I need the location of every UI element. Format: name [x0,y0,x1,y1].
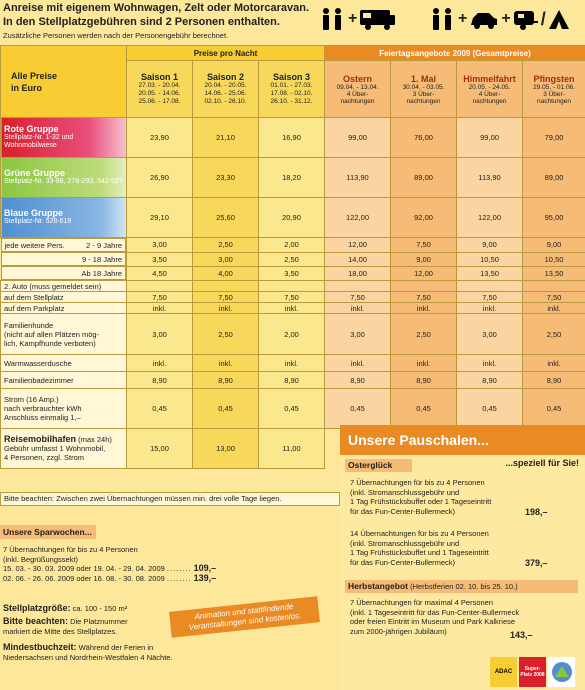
row-label: Warmwasserdusche [1,355,127,372]
price-cell: inkl. [325,303,391,314]
sparwochen-line2: 02. 06. - 26. 06. 2009 oder 16. 08. - 30. 08. 2009 [3,573,165,583]
price-cell: 7,50 [325,292,391,303]
plus-sign: + [501,10,511,27]
price-cell: 3,00 [127,314,193,355]
price-cell: 7,50 [523,292,585,303]
sparwochen-desc: 7 Übernachtungen für bis zu 4 Personen (inkl. Begrüßungssekt) [3,545,138,564]
mindest-value: Während der Ferien in Niedersachsen und Nordrhein-Westfalen 4 Nächte. [3,643,173,662]
price-cell: 8,90 [523,372,585,389]
holiday-nights: nachtungen [406,97,441,105]
price-cell: 95,00 [523,198,585,238]
price-cell: 13,50 [457,266,523,281]
season-name: Saison 1 [140,72,178,82]
price-cell: 89,00 [523,158,585,198]
pauschalen-title: Unsere Pauschalen... [340,425,585,455]
price-cell: 0,45 [523,389,585,429]
price-cell: 2,00 [259,238,325,253]
plus-sign: + [458,10,468,27]
price-cell: 23,30 [193,158,259,198]
season-date: 27.03. - 20.04. [138,82,181,89]
header-line-2: In den Stellplatzgebühren sind 2 Personen enthalten. [3,16,280,28]
empty-cell [127,281,193,292]
sparwochen-title: Unsere Sparwochen... [0,525,96,539]
persons-label: jede weitere Pers. [4,240,65,250]
empty-cell [259,281,325,292]
table-row [1,389,585,429]
person-age: 2 - 9 Jahre [86,240,122,250]
row-label: Familienhunde (nicht auf allen Plätzen mög- lich, Kampfhunde verboten) [1,314,127,355]
price-cell: inkl. [193,355,259,372]
price-cell: 26,90 [127,158,193,198]
price-cell: inkl. [259,355,325,372]
sparwochen-line1: 15. 03. - 30. 03. 2009 oder 19. 04. - 29. 04. 2009 [3,564,165,573]
price-cell: 25,60 [193,198,259,238]
price-cell: 8,90 [259,372,325,389]
price-cell: 29,10 [127,198,193,238]
price-cell: 7,50 [127,292,193,303]
table-note: Bitte beachten: Zwischen zwei Übernachtungen müssen min. drei volle Tage liegen. [0,492,340,506]
empty-cell [391,281,457,292]
price-cell: inkl. [193,303,259,314]
superplatz-logo: Super-Platz 2008 [519,657,546,687]
animation-banner: Animation und stattfindende Veranstaltungen sind kostenlos. [169,596,320,637]
row-label [1,266,127,280]
plus-sign: + [348,10,358,27]
price-cell: 18,20 [259,158,325,198]
caravan-icon [513,7,539,31]
sparwochen-price1: 109,– [193,563,217,573]
price-cell: 2,50 [259,252,325,266]
price-cell: 3,00 [193,252,259,266]
two-persons-icon [428,7,456,31]
offer1-price: 198,– [525,507,548,517]
empty-cell [325,281,391,292]
holiday-dates: 20.05. - 24.05. [468,83,511,91]
offer3-price: 143,– [510,630,533,640]
person-age: 9 - 18 Jahre [81,254,122,264]
price-cell: 2,50 [193,238,259,253]
holiday-dates: 09.04. - 13.04. [336,83,379,91]
group-sub: Stellplatz-Nr. 528-618 [4,218,72,225]
sparwochen-text: 7 Übernachtungen für bis zu 4 Personen (inkl. Begrüßungssekt) 15. 03. - 30. 03. 2009 oder 19. 04. - 29. 04. 2009 ........ 109,– 02. 06. - 26. 06. 2009 oder 16. 08. - 30. 08. 2009 ........ 139,– [3,545,217,583]
group-name: Rote Gruppe [4,124,59,134]
season-header-3 [259,61,325,118]
price-cell: 122,00 [457,198,523,238]
table-row [1,252,585,266]
price-cell: 2,50 [391,314,457,355]
table-row [1,281,585,292]
price-cell: 8,90 [127,372,193,389]
holiday-header-3 [457,61,523,118]
price-cell: 9,00 [523,238,585,253]
motorhome-icon [359,7,397,31]
row-label: auf dem Stellplatz [1,292,127,303]
price-cell: 92,00 [391,198,457,238]
persons-caravan-pictogram [318,6,397,32]
price-cell: 8,90 [457,372,523,389]
row-label: Strom (16 Amp.) nach verbrauchter kWh Anschluss einmalig 1,– [1,389,127,429]
price-cell: 18,00 [325,266,391,281]
price-cell: 23,90 [127,118,193,158]
row-label [1,429,127,469]
price-cell: inkl. [127,303,193,314]
holiday-header-4 [523,61,585,118]
osterglueck-label: Osterglück [345,459,412,472]
price-cell: 2,50 [523,314,585,355]
price-cell: 3,00 [127,238,193,253]
price-cell: inkl. [325,355,391,372]
mindest-label: Mindestbuchzeit: [3,642,77,652]
row-label: 2. Auto (muss gemeldet sein) [1,281,127,292]
season-date: 14.06. - 25.06. [204,90,247,97]
car-icon [469,7,499,31]
speziell-label: ...speziell für Sie! [505,458,579,468]
holiday-name: Ostern [343,73,373,84]
price-cell: 13,00 [193,429,259,469]
price-cell: 0,45 [457,389,523,429]
holiday-nights: nachtungen [340,97,375,105]
price-cell: 0,45 [259,389,325,429]
reise-sub: Gebühr umfasst 1 Wohnmobil, 4 Personen, zzgl. Strom [4,444,106,462]
price-cell: 8,90 [193,372,259,389]
offer3-text: 7 Übernachtungen für maximal 4 Personen (inkl. 1 Tageseintritt für das Fun-Center-Bullermeck oder freien Eintritt im Museum und Park Kalkriese zum 2000-jährigen Jubiläum) [350,598,520,636]
table-row [1,355,585,372]
table-row [1,314,585,355]
price-cell: 12,00 [325,238,391,253]
price-cell: 7,50 [391,238,457,253]
price-cell: 122,00 [325,198,391,238]
price-cell: inkl. [391,355,457,372]
price-cell: 15,00 [127,429,193,469]
price-cell: 2,50 [193,314,259,355]
price-cell: 76,00 [391,118,457,158]
holiday-dates: 29.05. - 01.06. [533,83,575,91]
season-date: 20.04. - 20.05. [204,82,247,89]
price-cell: 99,00 [325,118,391,158]
table-row [1,238,585,253]
holiday-nights: nachtungen [537,97,572,105]
table-row [1,266,585,281]
offer1-text: 7 Übernachtungen für bis zu 4 Personen (inkl. Stromanschlussgebühr und 1 Tag Frühstücksbuffet oder 1 Tageseintritt für das Fun-Center-Bullermeck) [350,478,492,516]
holiday-nights: 3 Über- [543,90,565,98]
persons-car-trailer-tent-pictogram [428,6,570,32]
season-header-2 [193,61,259,118]
herbst-label [345,580,578,593]
group-name: Blaue Gruppe [4,208,64,218]
season-date: 20.05. - 14.06. [138,90,181,97]
groesse-label: Stellplatzgröße: [3,603,71,613]
feiertag-header: Feiertagsangebote 2009 (Gesamtpreise) [325,46,585,61]
bitte-beachten [3,617,128,636]
group-sub: Stellplatz-Nr. 1-32 und Wohnmobilwiese [4,134,74,149]
price-cell: 113,90 [457,158,523,198]
row-label [1,118,127,158]
table-row [1,198,585,238]
row-label [1,198,127,238]
price-cell: 79,00 [523,118,585,158]
row-label: auf dem Parkplatz [1,303,127,314]
holiday-header-2 [391,61,457,118]
holiday-nights: 4 Über- [346,90,369,98]
reise-suffix: (max 24h) [76,435,112,444]
row-label: Familienbadezimmer [1,372,127,389]
two-persons-icon [318,7,346,31]
header-note: Zusätzliche Personen werden nach der Personengebühr berechnet. [3,31,229,40]
table-row [1,292,585,303]
price-cell: 113,90 [325,158,391,198]
price-cell: 7,50 [193,292,259,303]
price-cell: inkl. [259,303,325,314]
price-cell: 8,90 [325,372,391,389]
row-label [1,238,127,252]
preise-header: Preise pro Nacht [127,46,325,61]
row-label [1,252,127,266]
price-cell: 16,90 [259,118,325,158]
season-date: 02.10. - 26.10. [204,98,247,105]
slash: / [540,8,546,29]
holiday-nights: 4 Über- [478,90,501,98]
herbst-title: Herbstangebot [348,581,408,591]
logos [490,657,575,687]
header [0,0,585,45]
season-name: Saison 2 [206,72,244,82]
season-date: 01.01. - 27.03. [270,82,313,89]
stellplatzgroesse [3,604,127,614]
season-header-1 [127,61,193,118]
header-text [3,1,309,29]
price-cell: 3,00 [457,314,523,355]
price-cell: 13,50 [523,266,585,281]
person-age: Ab 18 Jahre [81,268,122,278]
price-cell: 99,00 [457,118,523,158]
price-cell: 20,90 [259,198,325,238]
season-name: Saison 3 [273,72,311,82]
price-cell: 9,00 [391,252,457,266]
price-cell: inkl. [391,303,457,314]
price-cell: 2,00 [259,314,325,355]
price-cell: 10,50 [457,252,523,266]
price-cell: 11,00 [259,429,325,469]
row-label [1,158,127,198]
holiday-name: Himmelfahrt [463,73,516,84]
price-cell: 3,00 [325,314,391,355]
group-sub: Stellplatz-Nr. 33-88, 278-293, 342-527 [4,178,123,185]
price-cell: 3,50 [259,266,325,281]
price-cell: 89,00 [391,158,457,198]
price-cell: inkl. [523,355,585,372]
holiday-name: 1. Mai [411,73,437,84]
price-cell: inkl. [127,355,193,372]
price-cell: 21,10 [193,118,259,158]
table-corner: Alle Preise in Euro [1,46,127,118]
season-date: 17.08. - 02.10. [270,90,313,97]
holiday-header-1 [325,61,391,118]
price-cell: 8,90 [391,372,457,389]
campingplatz-logo [548,657,575,687]
offer2-text: 14 Übernachtungen für bis zu 4 Personen (inkl. Stromanschlussgebühr und 1 Tag Frühstücksbuffet und 1 Tageseintritt für das Fun-Center-Bullermeck) [350,529,489,567]
price-cell: 0,45 [193,389,259,429]
price-cell: 3,50 [127,252,193,266]
price-cell: 0,45 [325,389,391,429]
table-row [1,372,585,389]
groesse-value: ca. 100 - 150 m² [70,604,128,613]
holiday-name: Pfingsten [533,73,575,84]
price-table [0,45,585,469]
holiday-dates: 30.04. - 03.05. [402,83,445,91]
price-cell: 4,50 [127,266,193,281]
mindestbuchzeit [3,643,173,662]
reise-name: Reisemobilhafen [4,434,77,444]
price-cell: 7,50 [259,292,325,303]
empty-cell [523,281,585,292]
group-name: Grüne Gruppe [4,168,66,178]
season-date: 25.06. - 17.08. [138,98,181,105]
price-cell: 12,00 [391,266,457,281]
herbst-sub: (Herbstferien 02. 10. bis 25. 10.) [407,582,518,591]
holiday-nights: 3 Über- [412,90,435,98]
price-cell: 0,45 [391,389,457,429]
table-row [1,158,585,198]
table-row [1,118,585,158]
price-cell: 7,50 [391,292,457,303]
price-cell: 14,00 [325,252,391,266]
price-cell: 10,50 [523,252,585,266]
holiday-nights: nachtungen [472,97,507,105]
pauschalen-box [340,425,585,690]
price-cell: inkl. [457,303,523,314]
camping-emblem-icon [550,660,574,684]
price-cell: 7,50 [457,292,523,303]
price-cell: inkl. [523,303,585,314]
price-cell: inkl. [457,355,523,372]
tent-icon [548,7,570,31]
table-row [1,303,585,314]
empty-cell [457,281,523,292]
header-line-1: Anreise mit eigenem Wohnwagen, Zelt oder Motorcaravan. [3,2,310,14]
price-cell: 4,00 [193,266,259,281]
price-cell: 0,45 [127,389,193,429]
adac-logo: ADAC [490,657,517,687]
empty-cell [193,281,259,292]
beachten-value: Die Platznummer markiert die Mitte des Stellplatzes. [3,617,128,636]
sparwochen-price2: 139,– [193,572,217,583]
season-date: 26.10. - 31.12. [270,98,313,105]
price-cell: 9,00 [457,238,523,253]
beachten-label: Bitte beachten: [3,616,69,626]
offer2-price: 379,– [525,558,548,568]
